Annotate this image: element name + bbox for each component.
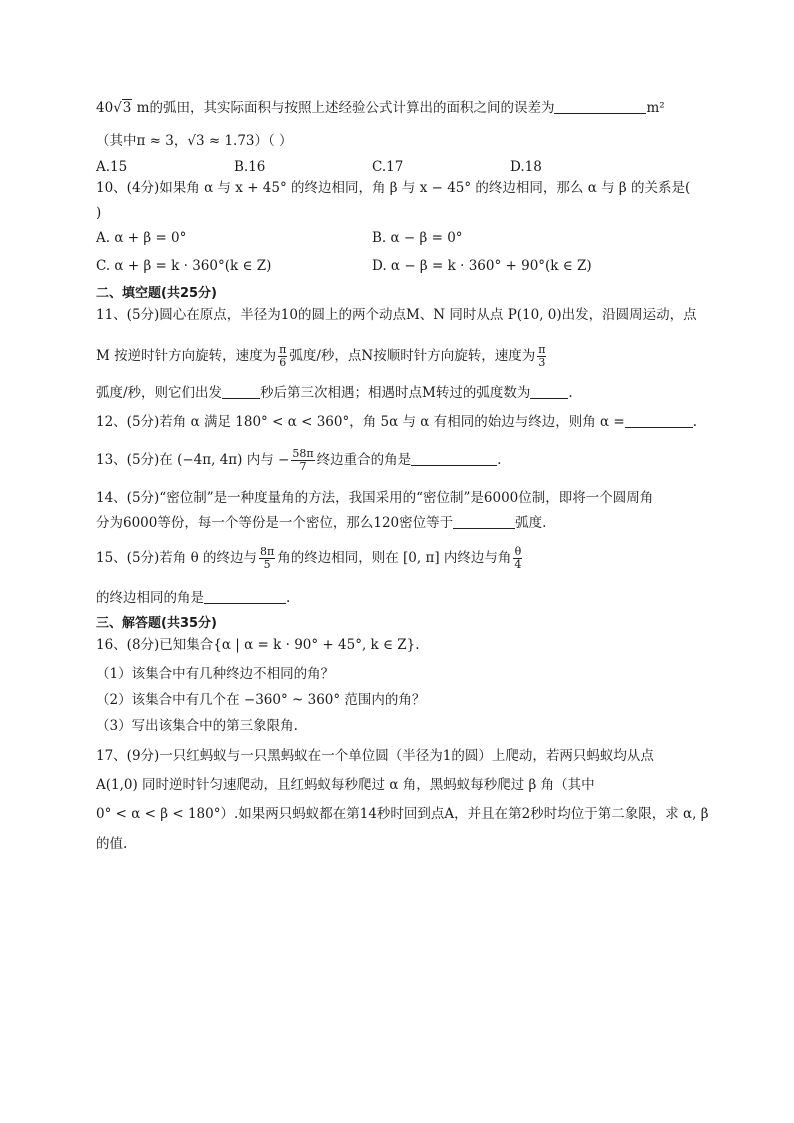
q9-option-a[interactable]: A.15 <box>96 159 128 175</box>
q10-option-d[interactable]: D. α − β = k · 360° + 90°(k ∈ Z) <box>372 258 592 274</box>
q9-option-c[interactable]: C.17 <box>372 159 404 175</box>
q14-line1: 14、(5分)“密位制”是一种度量角的方法，我国采用的“密位制”是6000位制，即将一个圆周角 <box>96 490 654 506</box>
q15-fraction-2 <box>513 546 522 571</box>
q11-frac1-num: π <box>279 343 287 356</box>
q17-line4: 的值. <box>96 836 128 852</box>
q11-line3-text-b: 秒后第三次相遇；相遇时点M转过的弧度数为 <box>260 385 531 401</box>
q13-fraction <box>291 448 314 473</box>
q15-line1 <box>96 545 524 571</box>
q15-text-a: 15、(5分)若角 θ 的终边与 <box>96 550 258 566</box>
q15-text-c: 的终边相同的角是 <box>96 590 204 606</box>
q11-line2 <box>96 343 548 369</box>
q15-frac2-num: θ <box>514 545 522 558</box>
q9-radicand: 3 <box>122 100 132 116</box>
q12-text-b: . <box>692 414 698 430</box>
q9-suffix: m² <box>646 100 665 116</box>
q11-frac2-den: 3 <box>538 356 546 369</box>
q13-line <box>96 447 501 473</box>
q10-option-b[interactable]: B. α − β = 0° <box>372 230 463 246</box>
q9-line2: （其中π ≈ 3，√3 ≈ 1.73）（ ） <box>96 133 293 149</box>
q14-line2 <box>96 513 546 533</box>
q11-frac2-num: π <box>538 343 546 356</box>
q9-option-d[interactable]: D.18 <box>510 159 542 175</box>
q11-line3 <box>96 383 573 403</box>
q9-answer-blank[interactable] <box>554 99 646 114</box>
q9-text: 的弧田，其实际面积与按照上述经验公式计算出的面积之间的误差为 <box>149 100 555 116</box>
q13-text-b: 终边重合的角是 <box>316 452 412 468</box>
q11-line1: 11、(5分)圆心在原点，半径为10的圆上的两个动点M、N 同时从点 P(10, 0)出发，沿圆周运动，点 <box>96 307 697 323</box>
section2-title: 二、填空题(共25分) <box>96 286 217 301</box>
q15-frac1-num: 8π <box>260 545 275 558</box>
q11-fraction-2 <box>537 344 546 369</box>
q9-line1 <box>96 98 665 118</box>
q11-frac1-den: 6 <box>279 356 287 369</box>
q10-option-c[interactable]: C. α + β = k · 360°(k ∈ Z) <box>96 258 272 274</box>
q15-line2 <box>96 588 290 608</box>
q11-line2-text-a: M 按逆时针方向旋转，速度为 <box>96 348 277 364</box>
sqrt-symbol: √ <box>113 100 122 116</box>
q17-line3: 0° < α < β < 180°）.如果两只蚂蚁都在第14秒时回到点A，并且在第2秒时均位于第二象限，求 α, β <box>96 806 709 822</box>
q15-frac1-den: 5 <box>263 558 271 571</box>
q16-sub2: （2）该集合中有几个在 −360° ~ 360° 范围内的角？ <box>96 692 426 708</box>
q13-frac-den: 7 <box>299 460 307 473</box>
q10-line2: ) <box>96 205 102 221</box>
section3-title: 三、解答题(共35分) <box>96 616 217 631</box>
q15-blank[interactable] <box>204 589 286 604</box>
q16-sub1: （1）该集合中有几种终边不相同的角？ <box>96 666 335 682</box>
q13-blank[interactable] <box>411 451 497 466</box>
q10-line1: 10、(4分)如果角 α 与 x + 45° 的终边相同，角 β 与 x − 45° 的终边相同，那么 α 与 β 的关系是( <box>96 180 691 196</box>
q17-line2: A(1,0) 同时逆时针匀速爬动，且红蚂蚁每秒爬过 α 角，黑蚂蚁每秒爬过 β 角（其中 <box>96 777 595 793</box>
q12-text-a: 12、(5分)若角 α 满足 180° < α < 360°，角 5α 与 α 有相同的始边与终边，则角 α = <box>96 414 625 430</box>
q16-line1: 16、(8分)已知集合{α | α = k · 90° + 45°, k ∈ Z}. <box>96 637 420 653</box>
q11-line2-text-b: 弧度/秒，点N按顺时针方向旋转，速度为 <box>289 348 536 364</box>
q9-number: 40 <box>96 100 114 116</box>
q12-blank[interactable] <box>625 413 693 428</box>
q15-text-b: 角的终边相同，则在 [0, π] 内终边与角 <box>277 550 512 566</box>
q12-line <box>96 412 697 432</box>
q11-fraction-1 <box>278 344 287 369</box>
q17-line1: 17、(9分)一只红蚂蚁与一只黑蚂蚁在一个单位圆（半径为1的圆）上爬动，若两只蚂蚁均从点 <box>96 748 654 764</box>
q15-frac2-den: 4 <box>514 558 522 571</box>
q9-unit: m <box>132 100 150 116</box>
q13-text-a: 13、(5分)在 (−4π, 4π) 内与 − <box>96 452 290 468</box>
q10-option-a[interactable]: A. α + β = 0° <box>96 230 187 246</box>
q11-line3-text-a: 弧度/秒，则它们出发 <box>96 385 223 401</box>
q14-text-a: 分为6000等份，每一个等份是一个密位，那么120密位等于 <box>96 515 454 531</box>
q11-blank-radians[interactable] <box>530 384 568 399</box>
q16-sub3: （3）写出该集合中的第三象限角. <box>96 718 298 734</box>
q14-blank[interactable] <box>453 514 515 529</box>
q15-fraction-1 <box>259 546 275 571</box>
q11-line3-text-c: . <box>568 385 573 401</box>
q11-blank-seconds[interactable] <box>222 384 260 399</box>
q9-option-b[interactable]: B.16 <box>234 159 266 175</box>
q14-text-b: 弧度. <box>515 515 547 531</box>
q13-text-c: . <box>497 452 502 468</box>
q13-frac-num: 58π <box>292 447 314 460</box>
q15-text-d: . <box>286 590 291 606</box>
